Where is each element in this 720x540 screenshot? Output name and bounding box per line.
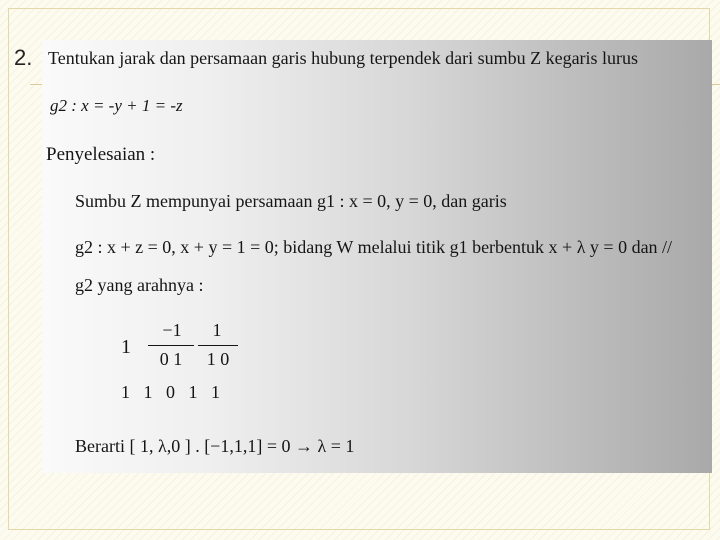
matrix-row-3: 1 1 0 1 1 (121, 382, 220, 402)
solution-heading: Penyelesaian : (46, 144, 156, 165)
matrix-frac2-bar (198, 345, 238, 346)
question-number: 2. (14, 45, 33, 70)
matrix-left-one: 1 (121, 336, 131, 358)
problem-statement: Tentukan jarak dan persamaan garis hubung terpendek dari sumbu Z kegaris lurus (48, 48, 639, 68)
solution-line-2: g2 : x + z = 0, x + y = 1 = 0; bidang W melalui titik g1 berbentuk x + λ y = 0 dan // (75, 237, 673, 257)
matrix-frac1-bar (148, 345, 194, 346)
solution-line-1: Sumbu Z mempunyai persamaan g1 : x = 0, y = 0, dan garis (75, 191, 507, 211)
conclusion-line: Berarti [ 1, λ,0 ] . [−1,1,1] = 0 → λ = 1 (75, 436, 355, 456)
content-card (42, 40, 712, 473)
solution-line-3: g2 yang arahnya : (75, 275, 204, 295)
matrix-frac1-denominator: 0 1 (159, 349, 183, 369)
matrix-frac2-denominator: 1 0 (206, 349, 230, 369)
line-g2-definition: g2 : x = -y + 1 = -z (50, 96, 183, 115)
matrix-frac1-numerator: −1 (162, 320, 182, 340)
matrix-frac2-numerator: 1 (212, 320, 222, 340)
